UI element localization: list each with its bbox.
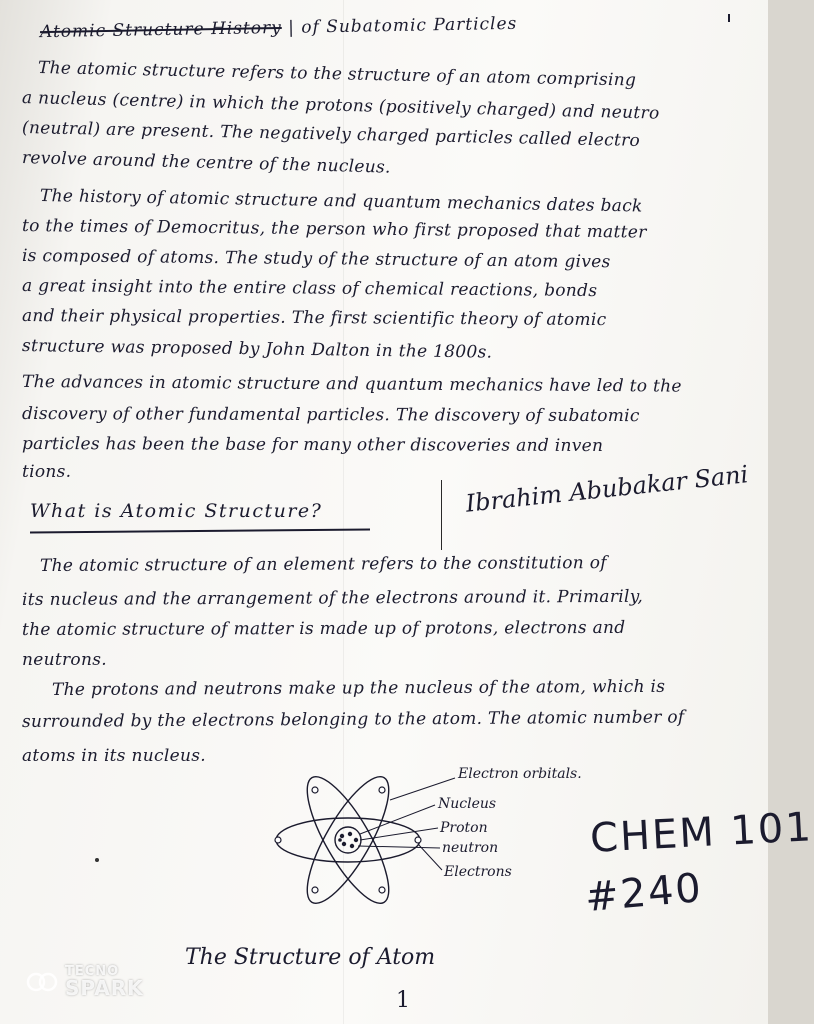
sec2-para1-line2: its nucleus and the arrangement of the electrons around it. Primarily,: [21, 586, 644, 610]
para3-line4: tions.: [22, 462, 72, 482]
electron-1: [275, 837, 281, 843]
orbital-horizontal: [276, 818, 420, 862]
para2-line5: and their physical properties. The first scientific theory of atomic: [21, 306, 607, 331]
signature: Ibrahim Abubakar Sani: [464, 460, 750, 518]
para1-line3: (neutral) are present. The negatively charged particles called electro: [21, 118, 641, 151]
para2-line6: structure was proposed by John Dalton in the 1800s.: [21, 336, 493, 363]
label-nucleus: Nucleus: [438, 796, 497, 812]
section-heading: What is Atomic Structure?: [30, 500, 323, 522]
diagram-caption: The Structure of Atom: [185, 945, 436, 970]
title-remainder: | of Subatomic Particles: [287, 13, 518, 38]
sec2-para1-line4: neutrons.: [22, 650, 107, 670]
para2-line2: to the times of Democritus, the person who first proposed that matter: [21, 216, 647, 243]
para1-line2: a nucleus (centre) in which the protons (positively charged) and neutro: [21, 88, 660, 124]
camera-watermark: [25, 965, 144, 998]
electron-2: [415, 837, 421, 843]
electron-4: [379, 887, 385, 893]
course-number: #240: [583, 864, 705, 922]
page-title: [40, 14, 518, 42]
watermark-brand: TECNO: [65, 964, 120, 979]
label-electrons: Electrons: [444, 864, 512, 880]
para2-line4: a great insight into the entire class of chemical reactions, bonds: [21, 276, 598, 302]
label-electron-orbitals: Electron orbitals.: [458, 766, 582, 782]
course-code: CHEM 101: [588, 804, 814, 862]
sec2-para1-line1: The atomic structure of an element refers to the constitution of: [39, 553, 607, 576]
corner-mark: [728, 14, 730, 22]
electron-6: [312, 887, 318, 893]
sec2-para2-line1: The protons and neutrons make up the nucleus of the atom, which is: [51, 676, 666, 700]
orbital-diagonal-2: [293, 767, 403, 914]
para3-line3: particles has been the base for many other discoveries and inven: [21, 434, 604, 457]
page-dot: [95, 858, 99, 862]
sec2-para1-line3: the atomic structure of matter is made up of protons, electrons and: [21, 617, 626, 640]
sec2-para2-line3: atoms in its nucleus.: [22, 746, 206, 766]
electron-5: [379, 787, 385, 793]
watermark-model: SPARK: [65, 976, 144, 1000]
label-neutron: neutron: [442, 840, 499, 856]
label-proton: Proton: [440, 820, 488, 836]
divider-line: [441, 480, 442, 550]
electron-3: [312, 787, 318, 793]
para2-line3: is composed of atoms. The study of the structure of an atom gives: [21, 246, 611, 273]
pointer-neutron: [358, 846, 440, 848]
para2-line1: The history of atomic structure and quantum mechanics dates back: [39, 186, 643, 217]
para1-line4: revolve around the centre of the nucleus.: [21, 148, 392, 178]
camera-logo-icon: [25, 971, 59, 993]
atom-diagram: [270, 760, 582, 914]
orbital-diagonal-1: [293, 767, 403, 914]
para3-line1: The advances in atomic structure and quantum mechanics have led to the: [21, 372, 682, 397]
struck-title: Atomic Structure History: [39, 17, 282, 43]
sec2-para2-line2: surrounded by the electrons belonging to the atom. The atomic number of: [21, 707, 685, 732]
page-number: 1: [396, 988, 410, 1013]
heading-underline: [30, 529, 370, 534]
para3-line2: discovery of other fundamental particles. The discovery of subatomic: [21, 404, 640, 427]
para1-line1: The atomic structure refers to the structure of an atom comprising: [37, 58, 637, 91]
